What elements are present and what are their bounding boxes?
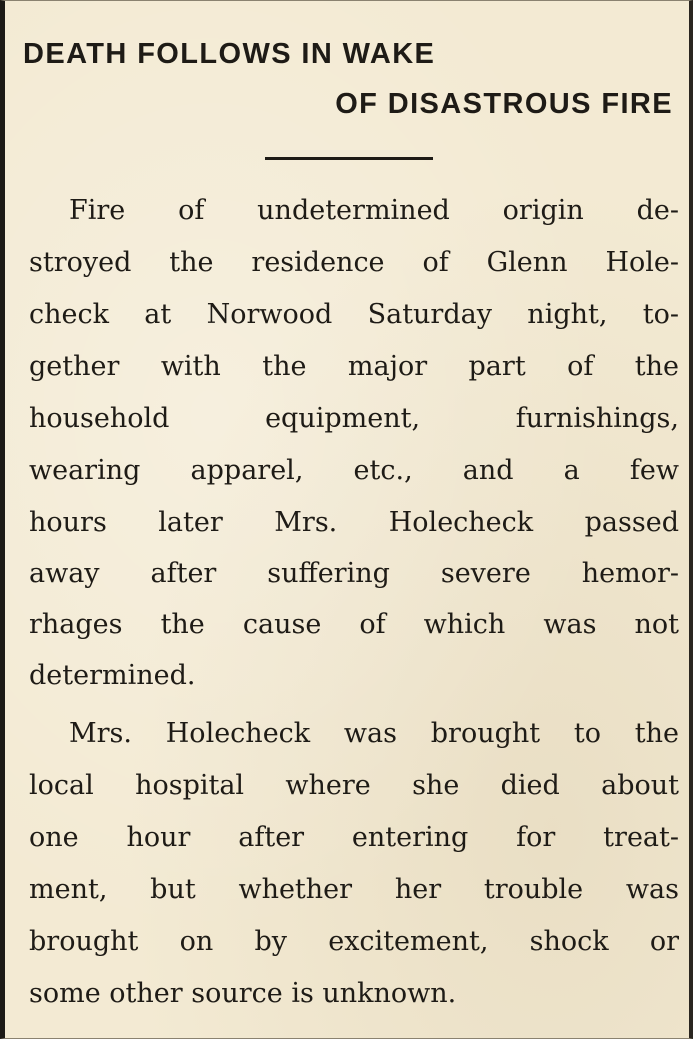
body-line: household equipment, furnishings,: [29, 403, 679, 434]
body-line: determined.: [29, 660, 196, 691]
body-line: away after suffering severe hemor-: [29, 558, 679, 589]
body-line: wearing apparel, etc., and a few: [29, 455, 679, 486]
body-line: gether with the major part of the: [29, 351, 679, 382]
headline-line-2: OF DISASTROUS FIRE: [335, 88, 673, 120]
headline-divider: [265, 157, 433, 160]
body-line: local hospital where she died about: [29, 770, 679, 801]
body-line: stroyed the residence of Glenn Hole-: [29, 247, 679, 278]
body-line: Fire of undetermined origin de-: [69, 195, 679, 226]
body-line: ment, but whether her trouble was: [29, 874, 679, 905]
body-line: one hour after entering for treat-: [29, 822, 679, 853]
body-line: check at Norwood Saturday night, to-: [29, 299, 679, 330]
body-line: Mrs. Holecheck was brought to the: [69, 718, 679, 749]
body-line: brought on by excitement, shock or: [29, 926, 679, 957]
body-line: hours later Mrs. Holecheck passed: [29, 507, 679, 538]
body-line: some other source is unknown.: [29, 978, 457, 1009]
body-line: rhages the cause of which was not: [29, 609, 679, 640]
headline-line-1: DEATH FOLLOWS IN WAKE: [23, 38, 436, 70]
